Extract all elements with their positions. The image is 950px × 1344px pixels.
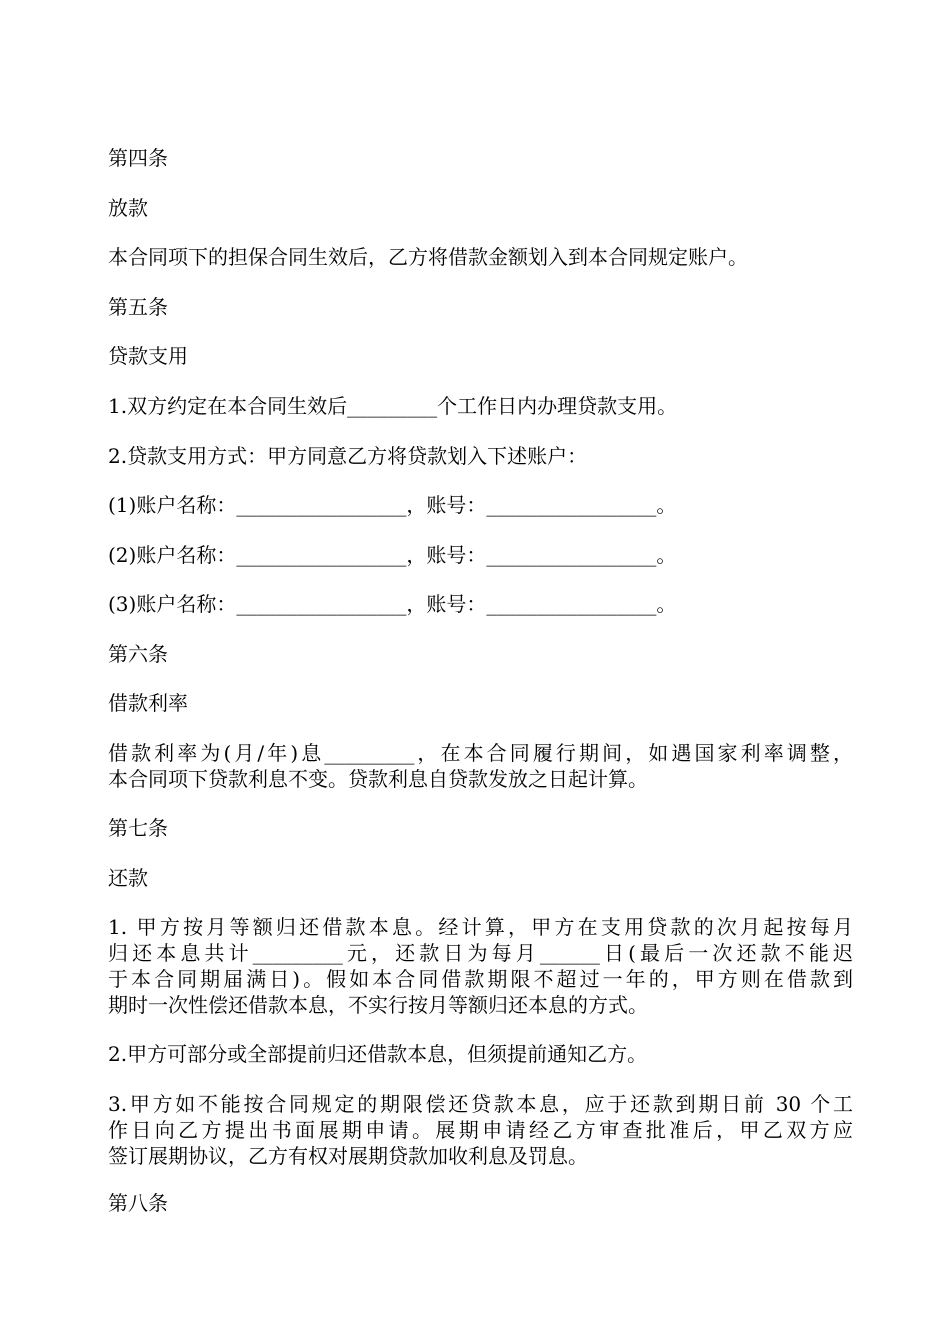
article-6-body-line-1: 借款利率为(月/年)息_________，在本合同履行期间，如遇国家利率调整， [108,741,853,765]
account-line-2: (2)账户名称：_________________，账号：_________________。 [108,543,677,567]
article-4-title: 放款 [108,196,148,220]
article-7-title: 还款 [108,866,148,890]
article-4-heading: 第四条 [108,146,168,170]
article-5-title: 贷款支用 [108,344,188,368]
article-6-body [108,740,853,792]
article-6-title: 借款利率 [108,691,188,715]
article-7-item-2: 2.甲方可部分或全部提前归还借款本息，但须提前通知乙方。 [108,1042,648,1066]
article-7-item-1-line-4: 期时一次性偿还借款本息，不实行按月等额归还本息的方式。 [108,993,648,1017]
article-6-body-line-2: 本合同项下贷款利息不变。贷款利息自贷款发放之日起计算。 [108,767,648,791]
article-7-item-3 [108,1091,853,1169]
account-line-3: (3)账户名称：_________________，账号：_________________。 [108,592,677,616]
article-7-item-1-line-2: 归还本息共计_________元，还款日为每月______日(最后一次还款不能迟 [108,941,853,965]
article-8-heading: 第八条 [108,1191,168,1215]
account-line-1: (1)账户名称：_________________，账号：_________________。 [108,493,677,517]
article-7-item-3-line-1: 3.甲方如不能按合同规定的期限偿还贷款本息，应于还款到期日前 30 个工 [108,1092,853,1116]
article-6-heading: 第六条 [108,642,168,666]
article-5-item-1: 1.双方约定在本合同生效后_________个工作日内办理贷款支用。 [108,394,678,418]
article-7-item-3-line-3: 签订展期协议，乙方有权对展期贷款加收利息及罚息。 [108,1144,588,1168]
article-7-item-1 [108,914,853,1018]
article-4-body: 本合同项下的担保合同生效后，乙方将借款金额划入到本合同规定账户。 [108,245,748,269]
article-7-item-3-line-2: 作日向乙方提出书面展期申请。展期申请经乙方审查批准后，甲乙双方应 [108,1118,853,1142]
article-5-heading: 第五条 [108,295,168,319]
article-7-item-1-line-1: 1. 甲方按月等额归还借款本息。经计算，甲方在支用贷款的次月起按每月 [108,915,853,939]
article-5-item-2: 2.贷款支用方式：甲方同意乙方将贷款划入下述账户： [108,444,588,468]
article-7-heading: 第七条 [108,816,168,840]
article-7-item-1-line-3: 于本合同期届满日)。假如本合同借款期限不超过一年的，甲方则在借款到 [108,967,853,991]
